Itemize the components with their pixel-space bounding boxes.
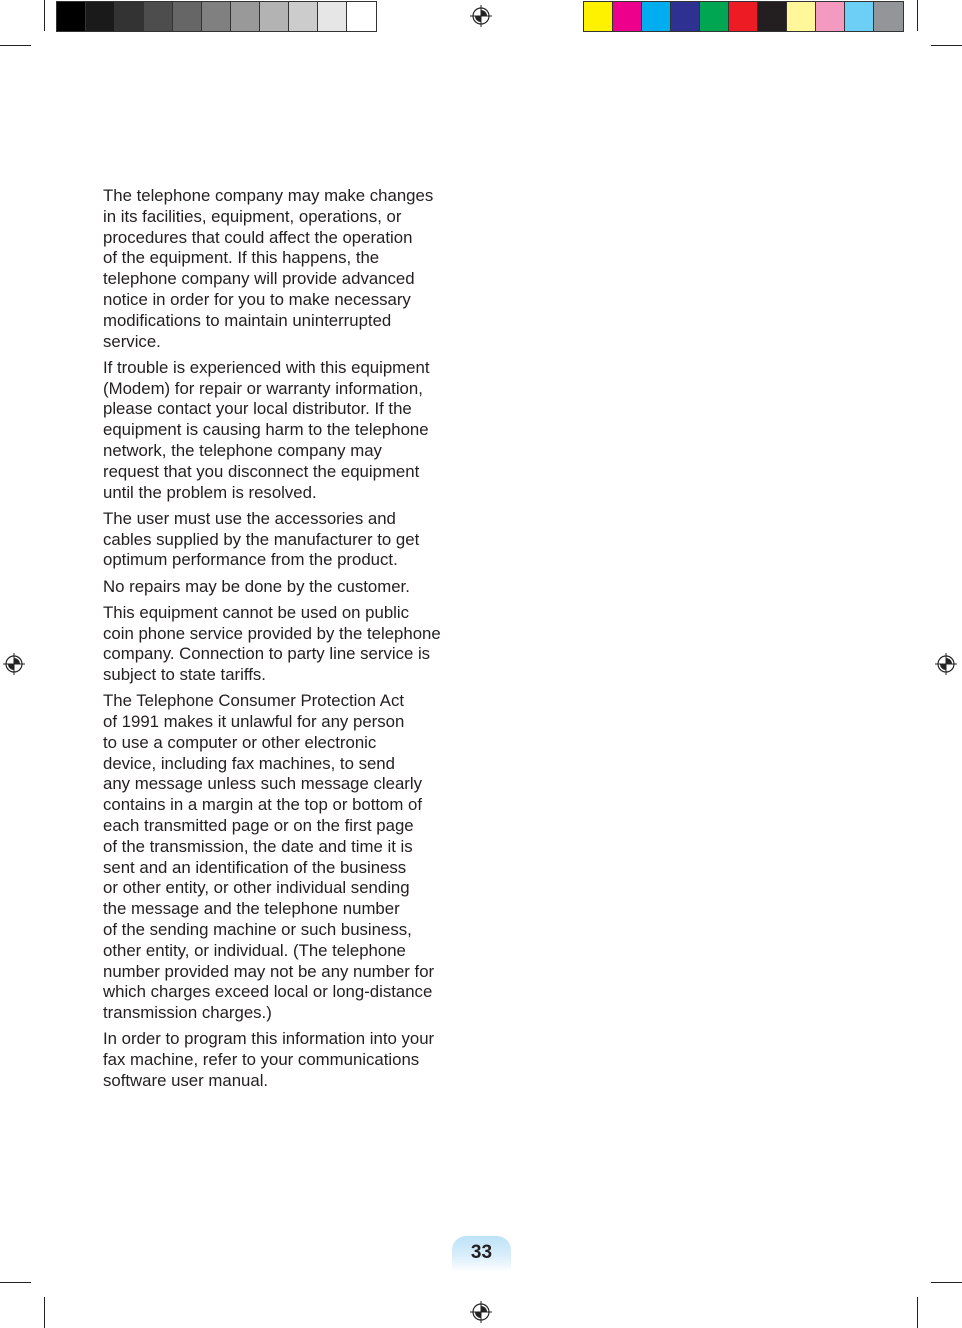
process-color-bar <box>583 1 904 32</box>
registration-mark-icon <box>470 1301 492 1323</box>
color-swatch <box>613 2 642 31</box>
color-swatch <box>289 2 318 31</box>
paragraph-telephone-changes: The telephone company may make changes in its facilities, equipment, operations, or procedures that could affect the operation of the equipment. If this happens, the telephone company will provide advanced notice in order for you to make necessary modifications to maintain uninterrupted service. <box>103 186 434 351</box>
color-swatch <box>671 2 700 31</box>
crop-mark <box>917 0 918 31</box>
color-swatch <box>642 2 671 31</box>
paragraph-accessories: The user must use the accessories and cables supplied by the manufacturer to get optimum performance from the product. <box>103 508 420 570</box>
color-swatch <box>584 2 613 31</box>
color-swatch <box>57 2 86 31</box>
color-swatch <box>115 2 144 31</box>
color-swatch <box>874 2 903 31</box>
crop-mark <box>917 1297 918 1328</box>
paragraph-public-coin: This equipment cannot be used on public coin phone service provided by the telephone company. Connection to party line service is subject to state tariffs. <box>103 602 441 685</box>
crop-mark <box>44 0 45 31</box>
color-swatch <box>700 2 729 31</box>
color-swatch <box>729 2 758 31</box>
paragraph-program-fax: In order to program this information into your fax machine, refer to your communications software user manual. <box>103 1029 435 1091</box>
color-swatch <box>231 2 260 31</box>
body-text <box>103 186 475 1097</box>
paragraph-trouble: If trouble is experienced with this equipment (Modem) for repair or warranty information, please contact your local distributor. If the equipment is causing harm to the telephone network, the telephone company may request that you disconnect the equipment until the problem is resolved. <box>103 357 430 502</box>
grayscale-color-bar <box>56 1 377 32</box>
color-swatch <box>173 2 202 31</box>
color-swatch <box>845 2 874 31</box>
color-swatch <box>86 2 115 31</box>
crop-mark <box>0 45 31 46</box>
registration-mark-icon <box>935 653 957 675</box>
color-swatch <box>260 2 289 31</box>
color-swatch <box>144 2 173 31</box>
paragraph-tcpa: The Telephone Consumer Protection Act of 1991 makes it unlawful for any person to use a computer or other electronic device, including fax machines, to send any message unless such message clearly contains in a margin at the top or bottom of each transmitted page or on the first page of the transmission, the date and time it is sent and an identification of the business or other entity, or other individual sending the message and the telephone number of the sending machine or such business, other entity, or individual. (The telephone number provided may not be any number for which charges exceed local or long-distance transmission charges.) <box>103 691 435 1023</box>
registration-mark-icon <box>470 5 492 27</box>
page-number: 33 <box>452 1236 511 1272</box>
crop-mark <box>931 45 962 46</box>
color-swatch <box>816 2 845 31</box>
color-swatch <box>758 2 787 31</box>
crop-mark <box>0 1282 31 1283</box>
crop-mark <box>44 1297 45 1328</box>
paragraph-repairs: No repairs may be done by the customer. <box>103 576 410 596</box>
color-swatch <box>347 2 376 31</box>
crop-mark <box>931 1282 962 1283</box>
color-swatch <box>202 2 231 31</box>
registration-mark-icon <box>3 653 25 675</box>
color-swatch <box>787 2 816 31</box>
color-swatch <box>318 2 347 31</box>
